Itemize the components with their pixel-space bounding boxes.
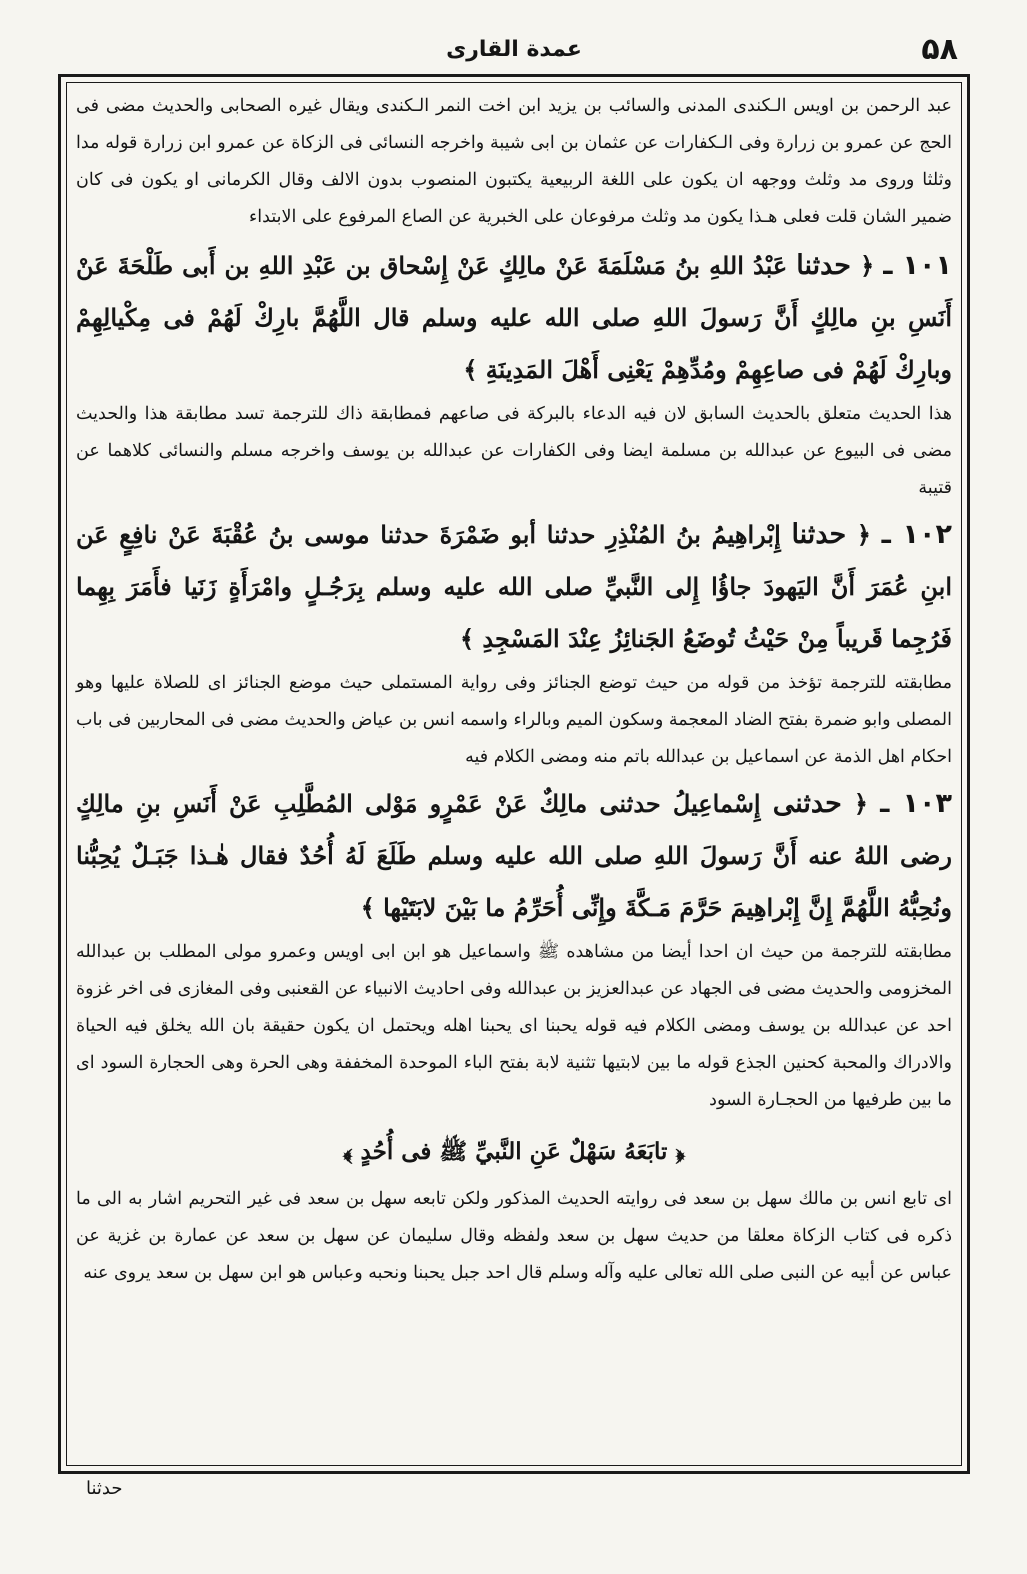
hadith-number: ۱۰۲ ـ	[881, 519, 952, 550]
commentary-paragraph: مطابقته للترجمة تؤخذ من قوله من حيث توضع الجنائز وفى رواية المستملى حيث موضع الجنائز اى للصلاة عليها وهو المصلى وابو ضمرة بفتح الضاد المعجمة وسكون الميم وبالراء واسمه انس بن عياض والحديث مضى فى المحاربين فى باب احكام اهل الذمة عن اسماعيل بن عبدالله باتم منه ومضى الكلام فيه	[76, 673, 952, 767]
close-bracket-ornament: ﴾	[343, 1138, 353, 1165]
hadith-text: إِبْراهِيمُ بنُ المُنْذِرِ حدثنا أبو ضَمْرَةَ حدثنا موسى بنُ عُقْبَةَ عَنْ نافِعٍ عَن ابنِ عُمَرَ أَنَّ اليَهودَ جاؤُا إِلى النَّبيِّ صلى الله عليه وسلم بِرَجُـلٍ وامْرَأَةٍ زَنَيا فأَمَرَ بِهِما فَرُجِما قَريباً مِنْ حَيْثُ تُوضَعُ الجَنائِزُ عِنْدَ المَسْجِدِ	[76, 520, 952, 653]
open-bracket-ornament: ﴿	[675, 1138, 685, 1165]
tabaahu-heading	[76, 1125, 952, 1179]
hadith-number: ۱۰۳ ـ	[880, 788, 952, 819]
book-title: عمدة القاری	[446, 37, 582, 62]
hadith-opener: حدثنى	[772, 788, 842, 819]
hadith-103	[76, 778, 952, 934]
hadith-102	[76, 509, 952, 665]
page-number: ۵۸	[921, 32, 958, 67]
hadith-text: إِسْماعِيلُ حدثنى مالِكٌ عَنْ عَمْرٍو مَوْلى المُطَّلِبِ عَنْ أَنَسِ بنِ مالِكٍ رضى اللهُ عنه أَنَّ رَسولَ اللهِ صلى الله عليه وسلم طَلَعَ لَهُ أُحُدٌ فقال هٰـذا جَبَـلٌ يُحِبُّنا ونُحِبُّهُ اللَّهُمَّ إِنَّ إِبْراهِيمَ حَرَّمَ مَـكَّةَ وإِنِّى أُحَرِّمُ ما بَيْنَ لابَتَيْها	[76, 789, 952, 922]
page-body	[76, 88, 952, 1458]
tabaahu-text: تابَعَهُ سَهْلٌ عَنِ النَّبيِّ ﷺ فى أُحُدٍ	[360, 1138, 668, 1165]
close-bracket-ornament: ﴾	[360, 893, 375, 922]
commentary-paragraph: عبد الرحمن بن اويس الـكندى المدنى والسائب بن يزيد ابن اخت النمر الـكندى ويقال غيره الصحابى والحديث مضى فى الحج عن عمرو بن زرارة وفى الـكفارات عن عثمان بن ابى شيبة واخرجه النسائى فى الزكاة عن عمرو ابن زرارة قوله مدا وثلثا وروى مد وثلث ووجهه ان يكون على اللغة الربيعية يكتبون المنصوب بدون الالف وقال الكرمانى او يكون فى كان ضمير الشان قلت فعلى هـذا يكون مد وثلث مرفوعان على الخبرية عن الصاع المرفوع على الابتداء	[76, 96, 952, 227]
catchword: حدثنا	[86, 1478, 123, 1499]
hadith-opener: حدثنا	[796, 250, 851, 281]
hadith-opener: حدثنا	[791, 519, 847, 550]
close-bracket-ornament: ﴾	[459, 624, 474, 653]
open-bracket-ornament: ﴿	[860, 251, 875, 280]
close-bracket-ornament: ﴾	[463, 355, 478, 384]
open-bracket-ornament: ﴿	[853, 789, 868, 818]
open-bracket-ornament: ﴿	[856, 520, 871, 549]
page-header	[70, 32, 958, 68]
commentary-paragraph: اى تابع انس بن مالك سهل بن سعد فى روايته الحديث المذكور ولكن تابعه سهل بن سعد فى غير التحريم اشار به الى ما ذكره فى كتاب الزكاة معلقا من حديث سهل بن سعد ولفظه وقال سليمان عن سهل بن سعد عن عمارة بن غزية عن عباس عن أبيه عن النبى صلى الله تعالى عليه وآله وسلم قال احد جبل يحبنا ونحبه وعباس هو ابن سهل بن سعد يروى عنه	[76, 1189, 952, 1283]
hadith-text: عَبْدُ اللهِ بنُ مَسْلَمَةَ عَنْ مالِكٍ عَنْ إِسْحاق بن عَبْدِ اللهِ بن أَبى طَلْحَةَ عَنْ أَنَسِ بنِ مالِكٍ أَنَّ رَسولَ اللهِ صلى الله عليه وسلم قال اللَّهُمَّ بارِكْ لَهُمْ فى مِكْيالِهِمْ وبارِكْ لَهُمْ فى صاعِهِمْ ومُدِّهِمْ يَعْنِى أَهْلَ المَدِينَةِ	[76, 251, 952, 384]
hadith-number: ۱۰۱ ـ	[883, 250, 952, 281]
hadith-101	[76, 240, 952, 396]
commentary-paragraph: مطابقته للترجمة من حيث ان احدا أيضا من مشاهده ﷺ واسماعيل هو ابن ابى اويس وعمرو مولى المطلب بن عبدالله المخزومى والحديث مضى فى الجهاد عن عبدالعزيز بن عبدالله وفى احاديث الانبياء عن القعنبى وفى المغازى فى اخر غزوة احد عن عبدالله بن يوسف ومضى الكلام فيه قوله يحبنا اى يحبنا اهله ويحتمل ان يكون حقيقة بان الله يخلق فيه الحياة والادراك والمحبة كحنين الجذع قوله ما بين لابتيها تثنية لابة بفتح الباء الموحدة المخففة وهى الحرة وهى الحجارة السود اى ما بين طرفيها من الحجـارة السود	[76, 942, 952, 1110]
commentary-paragraph: هذا الحديث متعلق بالحديث السابق لان فيه الدعاء بالبركة فى صاعهم فمطابقة ذاك للترجمة تسد مطابقة هذا والحديث مضى فى البيوع عن عبدالله بن مسلمة ايضا وفى الكفارات عن عبدالله بن يوسف واخرجه مسلم والنسائى كلاهما عن قتيبة	[76, 404, 952, 498]
